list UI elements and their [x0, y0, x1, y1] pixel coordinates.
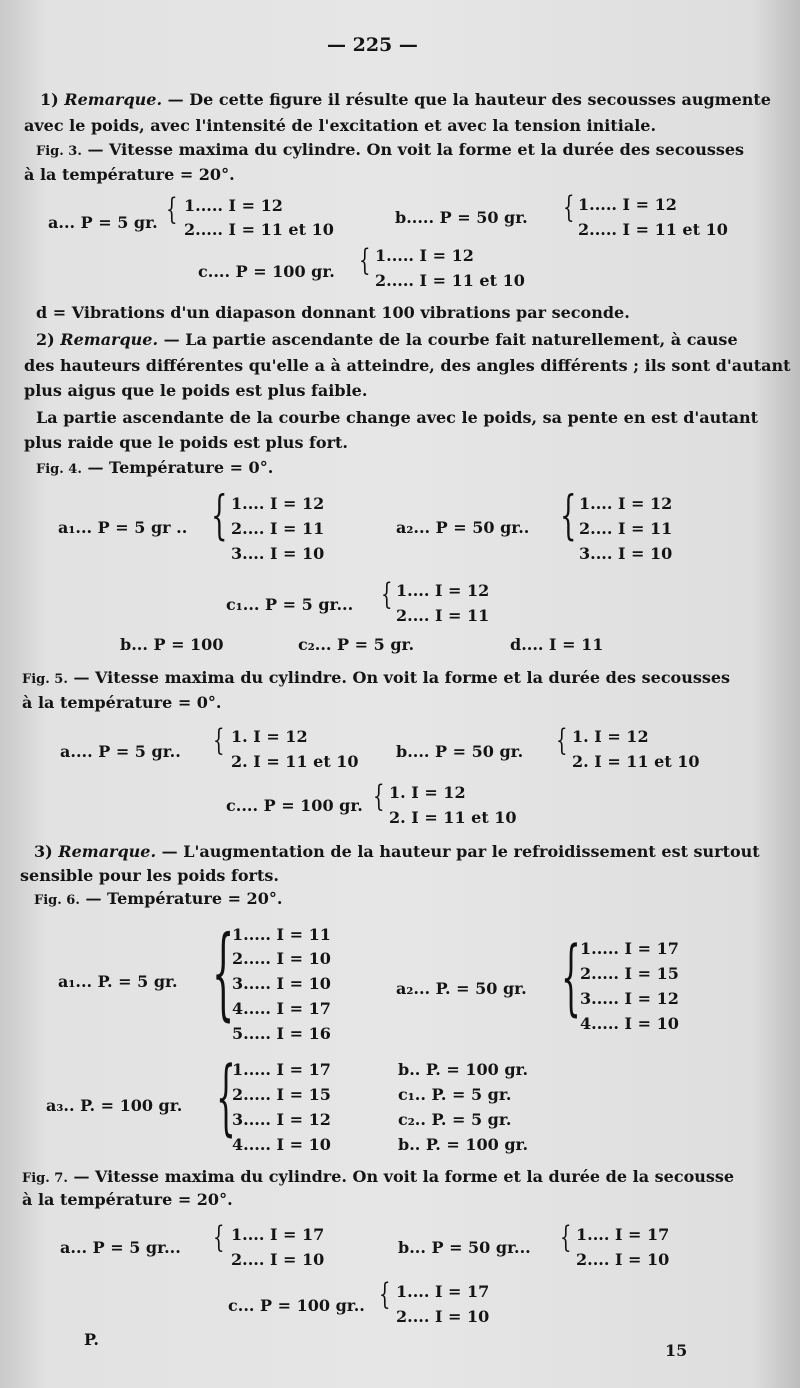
fig-6-a1-item: 4..... I = 17 [232, 999, 331, 1018]
fig-6-a1-label: a₁... P. = 5 gr. [58, 972, 178, 991]
fig-4-a2-item: 2.... I = 11 [579, 519, 673, 538]
remark-3-number: 3) [34, 842, 53, 861]
fig-3-caption [36, 140, 744, 162]
fig-7-c-item: 1.... I = 17 [396, 1282, 490, 1301]
brace-icon: { [563, 190, 575, 225]
fig-6-text: — Température = 20°. [79, 889, 283, 908]
remark-3-text: — L'augmentation de la hauteur par le refroidissement est surtout [156, 842, 760, 861]
fig-4-label: Fig. 4. [36, 462, 82, 477]
fig-4-caption [36, 458, 273, 480]
fig-3-b-label: b..... P = 50 gr. [395, 208, 528, 227]
fig-7-c-label: c... P = 100 gr.. [228, 1296, 365, 1315]
fig-5-c-label: c.... P = 100 gr. [226, 796, 363, 815]
fig-3-b-item: 1..... I = 12 [578, 195, 677, 214]
fig-6-a1-item: 2..... I = 10 [232, 949, 331, 968]
fig-6-right-item: c₂.. P. = 5 gr. [398, 1110, 512, 1129]
fig-5-a-label: a.... P = 5 gr.. [60, 742, 181, 761]
fig-3-caption-line-2: à la température = 20°. [24, 165, 235, 184]
remark-2-text: — La partie ascendante de la courbe fait naturellement, à cause [158, 330, 738, 349]
fig-6-right-item: b.. P. = 100 gr. [398, 1060, 529, 1079]
remark-1-line-2: avec le poids, avec l'intensité de l'excitation et avec la tension initiale. [24, 116, 657, 135]
fig-3-label: Fig. 3. [36, 144, 82, 159]
fig-3-d-line: d = Vibrations d'un diapason donnant 100 vibrations par seconde. [36, 303, 630, 322]
fig-4-a1-item: 1.... I = 12 [231, 494, 325, 513]
fig-5-c-item: 2. I = 11 et 10 [389, 808, 517, 827]
fig-7-text: — Vitesse maxima du cylindre. On voit la forme et la durée de la secousse [67, 1167, 735, 1186]
fig-3-c-item: 1..... I = 12 [375, 246, 474, 265]
fig-6-a2-label: a₂... P. = 50 gr. [396, 979, 527, 998]
remark-1-number: 1) [40, 90, 59, 109]
fig-7-b-label: b... P = 50 gr... [398, 1238, 531, 1257]
fig-4-b: b... P = 100 [120, 635, 224, 654]
fig-6-a3-item: 3..... I = 12 [232, 1110, 331, 1129]
fig-3-b-item: 2..... I = 11 et 10 [578, 220, 728, 239]
fig-4-a2-label: a₂... P = 50 gr.. [396, 518, 530, 537]
fig-6-a1-item: 5..... I = 16 [232, 1024, 331, 1043]
remark-2-line-5: plus raide que le poids est plus fort. [24, 433, 348, 452]
fig-5-a-item: 1. I = 12 [231, 727, 308, 746]
fig-7-caption [22, 1167, 734, 1189]
fig-6-a1-item: 3..... I = 10 [232, 974, 331, 993]
fig-3-c-item: 2..... I = 11 et 10 [375, 271, 525, 290]
fig-4-c1-label: c₁... P = 5 gr... [226, 595, 354, 614]
remark-1-title: Remarque. [64, 90, 163, 109]
fig-6-a1-item: 1..... I = 11 [232, 925, 331, 944]
fig-6-a3-item: 4..... I = 10 [232, 1135, 331, 1154]
fig-6-a2-item: 4..... I = 10 [580, 1014, 679, 1033]
brace-icon: { [213, 1220, 225, 1255]
fig-6-right-item: c₁.. P. = 5 gr. [398, 1085, 512, 1104]
fig-4-a1-label: a₁... P = 5 gr .. [58, 518, 188, 537]
fig-6-a3-item: 2..... I = 15 [232, 1085, 331, 1104]
remark-2-line-4: La partie ascendante de la courbe change avec le poids, sa pente en est d'autant [36, 408, 759, 427]
fig-4-text: — Température = 0°. [81, 458, 274, 477]
fig-5-c-item: 1. I = 12 [389, 783, 466, 802]
remark-3-first-line [34, 842, 760, 862]
fig-3-a-item: 2..... I = 11 et 10 [184, 220, 334, 239]
fig-4-d: d.... I = 11 [510, 635, 604, 654]
fig-6-a3-label: a₃.. P. = 100 gr. [46, 1096, 183, 1115]
fig-4-a2-item: 1.... I = 12 [579, 494, 673, 513]
remark-2-first-line [36, 330, 738, 350]
brace-icon: { [166, 192, 178, 227]
fig-5-a-item: 2. I = 11 et 10 [231, 752, 359, 771]
fig-4-a2-item: 3.... I = 10 [579, 544, 673, 563]
fig-5-b-item: 1. I = 12 [572, 727, 649, 746]
remark-2-line-3: plus aigus que le poids est plus faible. [24, 381, 368, 400]
fig-4-c1-item: 1.... I = 12 [396, 581, 490, 600]
fig-5-caption [22, 668, 730, 690]
fig-7-b-item: 1.... I = 17 [576, 1225, 670, 1244]
brace-icon: { [381, 577, 393, 612]
brace-icon: { [373, 779, 385, 814]
fig-3-c-label: c.... P = 100 gr. [198, 262, 335, 281]
remark-2-title: Remarque. [60, 330, 159, 349]
fig-5-label: Fig. 5. [22, 672, 68, 687]
fig-6-a3-item: 1..... I = 17 [232, 1060, 331, 1079]
brace-icon: { [216, 1050, 236, 1145]
fig-4-c1-item: 2.... I = 11 [396, 606, 490, 625]
fig-5-b-label: b.... P = 50 gr. [396, 742, 524, 761]
fig-3-a-label: a... P = 5 gr. [48, 213, 158, 232]
brace-icon: { [211, 486, 228, 546]
footer-signature: P. [84, 1330, 99, 1349]
remark-1-first-line [40, 90, 771, 110]
fig-6-a2-item: 1..... I = 17 [580, 939, 679, 958]
fig-5-caption-line-2: à la température = 0°. [22, 693, 222, 712]
fig-6-a2-item: 2..... I = 15 [580, 964, 679, 983]
fig-7-c-item: 2.... I = 10 [396, 1307, 490, 1326]
page-number: — 225 — [327, 34, 418, 56]
brace-icon: { [556, 723, 568, 758]
fig-4-c2: c₂... P = 5 gr. [298, 635, 415, 654]
brace-icon: { [212, 914, 235, 1031]
fig-7-a-label: a... P = 5 gr... [60, 1238, 181, 1257]
fig-4-a1-item: 2.... I = 11 [231, 519, 325, 538]
brace-icon: { [560, 1220, 572, 1255]
fig-6-label: Fig. 6. [34, 893, 80, 908]
brace-icon: { [213, 723, 225, 758]
remark-1-text: — De cette figure il résulte que la hauteur des secousses augmente [162, 90, 771, 109]
remark-2-line-2: des hauteurs différentes qu'elle a à atteindre, des angles différents ; ils sont d'autant [24, 356, 791, 375]
fig-5-text: — Vitesse maxima du cylindre. On voit la forme et la durée des secousses [67, 668, 731, 687]
fig-3-text: — Vitesse maxima du cylindre. On voit la forme et la durée des secousses [81, 140, 745, 159]
brace-icon: { [560, 486, 577, 546]
fig-7-a-item: 1.... I = 17 [231, 1225, 325, 1244]
fig-7-a-item: 2.... I = 10 [231, 1250, 325, 1269]
remark-3-line-2: sensible pour les poids forts. [20, 866, 279, 885]
fig-6-right-item: b.. P. = 100 gr. [398, 1135, 529, 1154]
brace-icon: { [561, 930, 581, 1025]
fig-6-a2-item: 3..... I = 12 [580, 989, 679, 1008]
footer-sheet-number: 15 [665, 1341, 688, 1360]
fig-3-a-item: 1..... I = 12 [184, 196, 283, 215]
fig-5-b-item: 2. I = 11 et 10 [572, 752, 700, 771]
remark-2-number: 2) [36, 330, 55, 349]
fig-7-caption-line-2: à la température = 20°. [22, 1190, 233, 1209]
brace-icon: { [359, 243, 371, 278]
fig-7-b-item: 2.... I = 10 [576, 1250, 670, 1269]
brace-icon: { [379, 1277, 391, 1312]
fig-7-label: Fig. 7. [22, 1171, 68, 1186]
fig-6-caption [34, 889, 282, 911]
remark-3-title: Remarque. [58, 842, 157, 861]
fig-4-a1-item: 3.... I = 10 [231, 544, 325, 563]
